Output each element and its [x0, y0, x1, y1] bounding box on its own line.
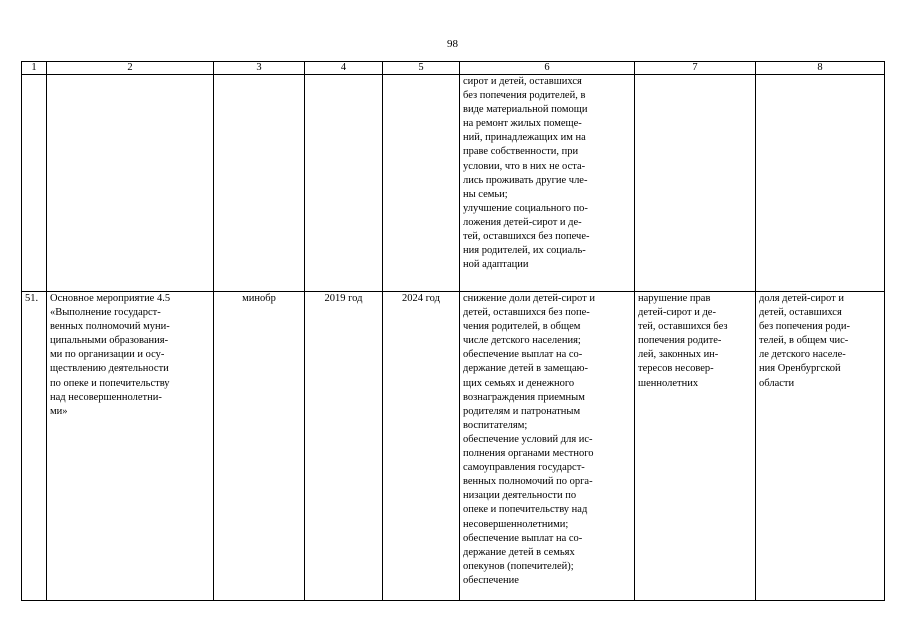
cell-empty — [47, 75, 214, 292]
cell-empty — [214, 75, 305, 292]
column-header-7: 7 — [635, 62, 756, 75]
column-number-header-row — [22, 62, 885, 75]
executor: минобр — [214, 292, 305, 601]
cell-empty — [383, 75, 460, 292]
column-header-3: 3 — [214, 62, 305, 75]
column-header-6: 6 — [460, 62, 635, 75]
column-header-4: 4 — [305, 62, 383, 75]
start-year: 2019 год — [305, 292, 383, 601]
measure-title: Основное мероприятие 4.5 «Выполнение государст- венных полномочий муни- ципальными образования- ми по организации и осу- ществлению деятельности по опеке и попечительству над несовершеннолетни- ми» — [47, 292, 214, 601]
column-header-8: 8 — [756, 62, 885, 75]
program-measures-table — [21, 61, 885, 601]
cell-empty — [22, 75, 47, 292]
indicator: доля детей-сирот и детей, оставшихся без попечения роди- телей, в общем чис- ле детского населе- ния Оренбургской области — [756, 292, 885, 601]
column-header-5: 5 — [383, 62, 460, 75]
column-header-1: 1 — [22, 62, 47, 75]
table-row-51 — [22, 292, 885, 601]
expected-result-continued: сирот и детей, оставшихся без попечения родителей, в виде материальной помощи на ремонт жилых помеще- ний, принадлежащих им на праве собственности, при условии, что в них не оста- лись проживать другие чле- ны семьи; улучшение социального по- ложения детей-сирот и де- тей, оставшихся без попече- ния родителей, их социаль- ной адаптации — [460, 75, 635, 292]
cell-empty — [305, 75, 383, 292]
consequences: нарушение прав детей-сирот и де- тей, оставшихся без попечения родите- лей, законных ин- тересов несовер- шеннолетних — [635, 292, 756, 601]
end-year: 2024 год — [383, 292, 460, 601]
table-row-continued — [22, 75, 885, 292]
row-number: 51. — [22, 292, 47, 601]
cell-empty — [756, 75, 885, 292]
column-header-2: 2 — [47, 62, 214, 75]
page-number: 98 — [447, 38, 458, 50]
expected-result: снижение доли детей-сирот и детей, оставшихся без попе- чения родителей, в общем числе детского населения; обеспечение выплат на со- держание детей в замещаю- щих семьях и денежного вознаграждения приемным родителям и патронатным воспитателям; обеспечение условий для ис- полнения органами местного самоуправления государст- венных полномочий по орга- низации деятельности по опеке и попечительству над несовершеннолетними; обеспечение выплат на со- держание детей в семьях опекунов (попечителей); обеспечение — [460, 292, 635, 601]
cell-empty — [635, 75, 756, 292]
